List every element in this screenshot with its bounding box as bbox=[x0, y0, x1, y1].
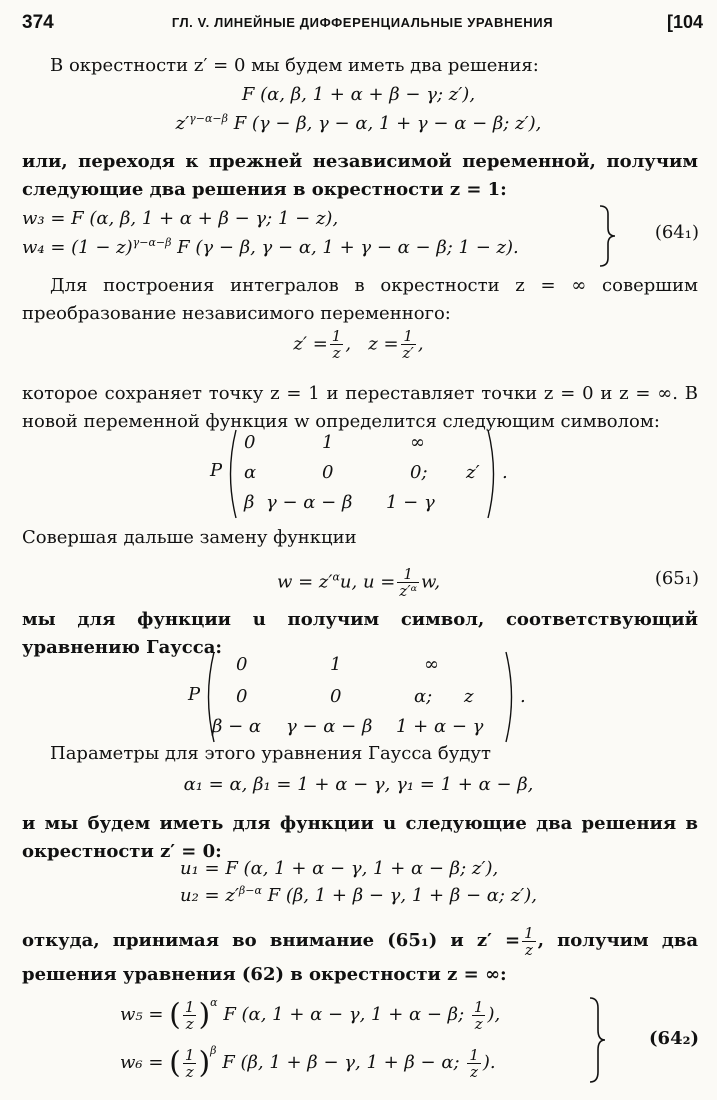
equation-F2 bbox=[0, 112, 717, 134]
frac-num: 1 bbox=[401, 328, 416, 345]
left-paren bbox=[224, 428, 238, 520]
cell: β bbox=[244, 492, 255, 513]
equation-w5 bbox=[120, 996, 500, 1036]
frac-den: z bbox=[185, 1014, 194, 1033]
eq65-exponent: α bbox=[332, 570, 340, 584]
eq65-frac bbox=[397, 566, 419, 599]
w4-body: F (γ − β, γ − α, 1 + γ − α − β; 1 − z). bbox=[171, 237, 519, 258]
cell: γ − α − β bbox=[286, 716, 373, 737]
w6-body: F (β, 1 + β − γ, 1 + β − α; bbox=[222, 1052, 460, 1073]
eq65-lhs: w = z′ bbox=[276, 571, 333, 593]
frac-num: 1 bbox=[524, 923, 534, 942]
frac-num: 1 bbox=[469, 1045, 479, 1064]
page-header bbox=[22, 12, 703, 40]
right-paren bbox=[504, 650, 518, 744]
p9-part-b: , получим два решения уравнения (62) в окрестности z = ∞: bbox=[22, 930, 698, 985]
subst-lhs1: z′ = bbox=[293, 333, 328, 355]
paragraph-4: которое сохраняет точку z = 1 и переставляет точки z = 0 и z = ∞. В новой переменной функция w определится следующим символом: bbox=[22, 383, 698, 432]
equation-w3: w₃ = F (α, β, 1 + α + β − γ; 1 − z), bbox=[22, 208, 339, 229]
cell: 1 bbox=[330, 654, 342, 675]
cell: ∞ bbox=[410, 432, 425, 453]
equation-F1: F (α, β, 1 + α + β − γ; z′), bbox=[241, 84, 476, 105]
paragraph-1: В окрестности z′ = 0 мы будем иметь два решения: bbox=[50, 55, 539, 76]
subst-end: , bbox=[417, 333, 424, 355]
frac-den: z bbox=[474, 1014, 483, 1033]
cell: α bbox=[244, 462, 257, 483]
paren-close: ) bbox=[198, 1045, 211, 1081]
right-paren bbox=[486, 428, 500, 520]
equation-label-64-1: (64₁) bbox=[654, 222, 699, 243]
frac-den: z bbox=[332, 344, 341, 362]
cell: 0; bbox=[410, 462, 428, 483]
w4-prefix: w₄ = (1 − z) bbox=[22, 237, 133, 258]
w6-end: ). bbox=[482, 1052, 496, 1073]
eq65-end: w, bbox=[421, 571, 441, 593]
equation-w4 bbox=[22, 236, 519, 258]
w6-exponent: β bbox=[210, 1044, 217, 1057]
equation-substitution bbox=[0, 328, 717, 361]
paragraph-2: или, переходя к прежней независимой переменной, получим следующие два решения в окрестности z = 1: bbox=[22, 151, 698, 200]
paren-open: ( bbox=[169, 997, 181, 1033]
eq-z-prime: z′ bbox=[175, 113, 190, 134]
cell: β − α bbox=[212, 716, 262, 737]
subst-sep: , bbox=[345, 333, 352, 355]
riemann-symbol-1 bbox=[210, 428, 520, 520]
paren-open: ( bbox=[169, 1045, 181, 1081]
frac-den: z bbox=[524, 940, 533, 959]
u2-body: F (β, 1 + β − γ, 1 + β − α; z′), bbox=[261, 885, 538, 906]
equation-u2 bbox=[180, 884, 537, 906]
frac-den: z′ bbox=[402, 344, 414, 362]
frac-num: 1 bbox=[331, 327, 342, 345]
eq65-mid: u, u = bbox=[339, 571, 396, 593]
cell: 0 bbox=[236, 654, 248, 675]
frac-num: 1 bbox=[473, 997, 484, 1016]
equation-params: α₁ = α, β₁ = 1 + α − γ, γ₁ = 1 + α − β, bbox=[183, 774, 534, 795]
frac-num: 1 bbox=[184, 997, 195, 1016]
w6-lhs: w₆ = bbox=[120, 1052, 164, 1073]
w5-end: ), bbox=[487, 1004, 501, 1025]
eq-exponent: γ−α−β bbox=[189, 112, 228, 125]
equation-label-65-1: (65₁) bbox=[654, 568, 699, 589]
cell: z′ bbox=[466, 462, 480, 483]
w5-body: F (α, 1 + α − γ, 1 + α − β; bbox=[223, 1004, 465, 1025]
paragraph-7: Параметры для этого уравнения Гаусса будут bbox=[50, 743, 491, 764]
paragraph-3: Для построения интегралов в окрестности z = ∞ совершим преобразование независимого переменного: bbox=[22, 275, 698, 324]
cell: ∞ bbox=[424, 654, 439, 675]
cell: 1 bbox=[322, 432, 334, 453]
riemann-symbol-2 bbox=[188, 650, 548, 744]
equation-u1: u₁ = F (α, 1 + α − γ, 1 + α − β; z′), bbox=[180, 858, 499, 879]
paren-close: ) bbox=[198, 997, 211, 1033]
P-letter: P bbox=[210, 460, 223, 481]
period: . bbox=[502, 462, 508, 483]
frac-den: z bbox=[185, 1062, 194, 1081]
cell: 1 + α − γ bbox=[396, 716, 484, 737]
u2-exponent: β−α bbox=[238, 884, 262, 897]
w4-exponent: γ−α−β bbox=[132, 236, 172, 249]
frac-den: z bbox=[470, 1062, 479, 1081]
w5-frac2 bbox=[472, 999, 486, 1032]
section-number: [104 bbox=[666, 12, 703, 32]
running-title: ГЛ. V. ЛИНЕЙНЫЕ ДИФФЕРЕНЦИАЛЬНЫЕ УРАВНЕНИЯ bbox=[171, 15, 554, 30]
cell: α; bbox=[414, 686, 433, 707]
right-brace-64-1 bbox=[596, 204, 618, 268]
w6-frac bbox=[183, 1047, 197, 1080]
w5-frac bbox=[183, 999, 197, 1032]
p9-frac bbox=[522, 925, 536, 958]
page-number: 374 bbox=[22, 12, 54, 33]
paragraph-9 bbox=[22, 924, 698, 992]
P-letter: P bbox=[188, 684, 201, 705]
frac-num: 1 bbox=[184, 1045, 195, 1064]
eq-F2-body: F (γ − β, γ − α, 1 + γ − α − β; z′), bbox=[227, 113, 542, 134]
frac-num: 1 bbox=[397, 566, 419, 583]
frac-den: z′ᵅ bbox=[399, 582, 418, 600]
right-brace-64-2 bbox=[586, 996, 608, 1084]
cell: 0 bbox=[244, 432, 256, 453]
period: . bbox=[520, 686, 526, 707]
subst-lhs2: z = bbox=[368, 333, 399, 355]
paragraph-8: и мы будем иметь для функции u следующие два решения в окрестности z′ = 0: bbox=[22, 813, 698, 862]
cell: γ − α − β bbox=[266, 492, 353, 513]
cell: 1 − γ bbox=[386, 492, 435, 513]
equation-65 bbox=[0, 566, 717, 599]
paragraph-5: Совершая дальше замену функции bbox=[22, 527, 357, 548]
cell: z bbox=[464, 686, 474, 707]
p9-part-a: откуда, принимая во внимание (65₁) и z′ = bbox=[22, 930, 521, 951]
cell: 0 bbox=[330, 686, 342, 707]
equation-w6 bbox=[120, 1044, 496, 1084]
u2-prefix: u₂ = z′ bbox=[180, 885, 239, 906]
w5-lhs: w₅ = bbox=[120, 1004, 164, 1025]
w5-exponent: α bbox=[210, 996, 218, 1009]
w6-frac2 bbox=[467, 1047, 481, 1080]
cell: 0 bbox=[236, 686, 248, 707]
cell: 0 bbox=[322, 462, 334, 483]
subst-frac1 bbox=[330, 328, 344, 361]
subst-frac2 bbox=[401, 328, 416, 361]
equation-label-64-2: (64₂) bbox=[649, 1028, 699, 1049]
paragraph-6: мы для функции u получим символ, соответствующий уравнению Гаусса: bbox=[22, 609, 698, 658]
